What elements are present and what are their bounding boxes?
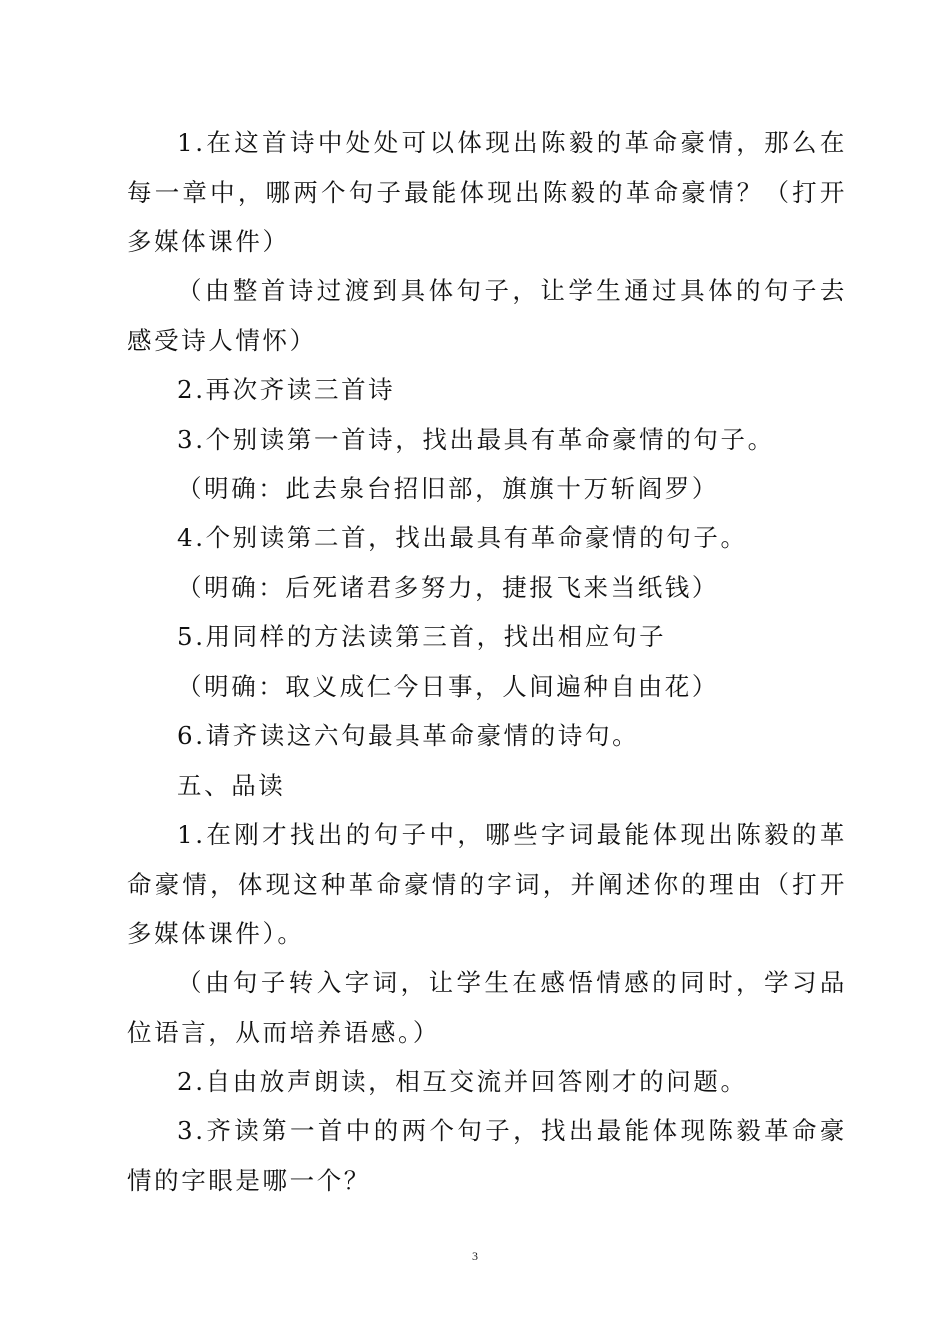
paragraph-note-1: （由整首诗过渡到具体句子，让学生通过具体的句子去感受诗人情怀） <box>127 276 847 355</box>
paragraph-step-6: 6.请齐读这六句最具革命豪情的诗句。 <box>177 721 640 750</box>
paragraph-answer-2: （明确：后死诸君多努力，捷报飞来当纸钱） <box>177 573 719 602</box>
section-heading-pindu: 五、品读 <box>177 771 286 800</box>
paragraph-step-4: 4.个别读第二首，找出最具有革命豪情的句子。 <box>177 523 748 552</box>
paragraph-note-2: （由句子转入字词，让学生在感悟情感的同时，学习品位语言，从而培养语感。） <box>127 968 847 1047</box>
paragraph-question-1: 1.在这首诗中处处可以体现出陈毅的革命豪情，那么在每一章中，哪两个句子最能体现出陈毅的革命豪情？（打开多媒体课件） <box>127 128 847 256</box>
paragraph-step-2: 2.再次齐读三首诗 <box>177 375 396 404</box>
paragraph-step-3: 3.个别读第一首诗，找出最具有革命豪情的句子。 <box>177 425 775 454</box>
paragraph-pindu-3: 3.齐读第一首中的两个句子，找出最能体现陈毅革命豪情的字眼是哪一个？ <box>127 1116 847 1195</box>
page-number: 3 <box>472 1249 478 1263</box>
paragraph-answer-3: （明确：取义成仁今日事，人间遍种自由花） <box>177 672 719 701</box>
paragraph-answer-1: （明确：此去泉台招旧部，旗旗十万斩阎罗） <box>177 474 719 503</box>
paragraph-pindu-1: 1.在刚才找出的句子中，哪些字词最能体现出陈毅的革命豪情，体现这种革命豪情的字词，并阐述你的理由（打开多媒体课件）。 <box>127 820 847 948</box>
paragraph-step-5: 5.用同样的方法读第三首，找出相应句子 <box>177 622 667 651</box>
paragraph-pindu-2: 2.自由放声朗读，相互交流并回答刚才的问题。 <box>177 1067 748 1096</box>
